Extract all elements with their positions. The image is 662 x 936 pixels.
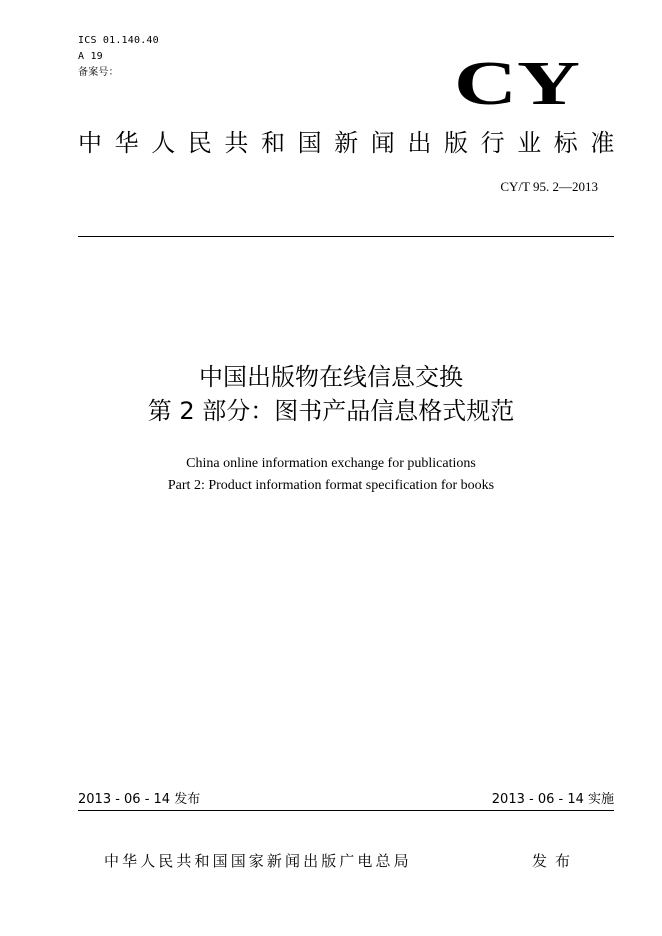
svg-text:CY: CY xyxy=(454,50,580,112)
standard-number: CY/T 95. 2—2013 xyxy=(500,179,598,194)
ics-code: ICS 01.140.40 xyxy=(78,35,159,46)
title-chinese-line-2: 第 2 部分：图书产品信息格式规范 xyxy=(147,397,515,425)
footer-divider xyxy=(78,810,614,811)
implementation-date: 2013 - 06 - 14 实施 xyxy=(491,792,614,807)
cy-logo xyxy=(452,48,582,112)
title-chinese xyxy=(0,360,662,428)
filing-number-label: 备案号： xyxy=(78,67,119,78)
classification-block xyxy=(78,33,159,81)
dates-row xyxy=(78,791,614,809)
title-english-line-2: Part 2: Product information format specification for books xyxy=(167,478,495,493)
title-chinese-line-1: 中国出版物在线信息交换 xyxy=(199,363,463,391)
issue-date: 2013 - 06 - 14 发布 xyxy=(78,792,201,807)
header-divider xyxy=(78,236,614,237)
title-english xyxy=(0,453,662,497)
issuing-authority-title: 中华人民共和国新闻出版行业标准 xyxy=(78,129,627,157)
title-english-line-1: China online information exchange for publications xyxy=(186,456,476,471)
publish-label: 发布 xyxy=(532,852,579,870)
publisher-name: 中华人民共和国国家新闻出版广电总局 xyxy=(104,852,412,870)
ccs-code: A 19 xyxy=(78,51,103,62)
